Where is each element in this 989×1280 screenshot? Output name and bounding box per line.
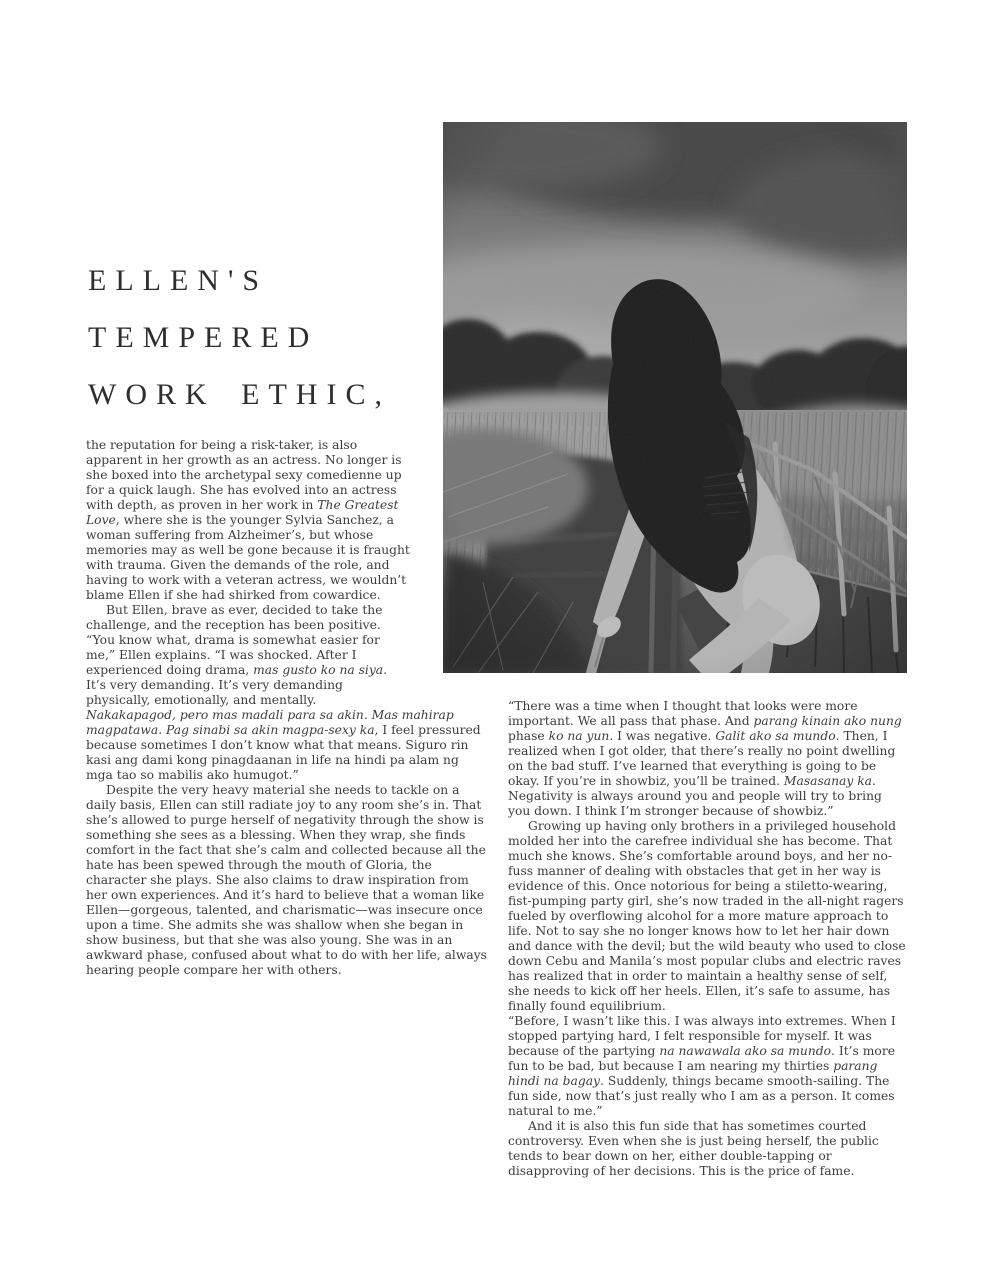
article-paragraph: “Before, I wasn’t like this. I was always into extremes. When I stopped partying hard, I felt responsible for myself. It was because of the partying na nawawala ako sa mundo. It’s more fun to be bad, but because I am nearing my thirties parang hindi na bagay. Suddenly, things became smooth-sailing. The fun side, now that’s just really who I am as a person. It comes natural to me.” xyxy=(508,1014,896,1118)
article-paragraph: “There was a time when I thought that looks were more important. We all pass that phase. And parang kinain ako nung phase ko na yun. I was negative. Galit ako sa mundo. Then, I realized when I got older, that there’s really no point dwelling on the bad stuff. I’ve learned that everything is going to be okay. If you’re in showbiz, you’ll be trained. Masasanay ka. Negativity is always around you and people will try to bring you down. I think I’m stronger because of showbiz.” xyxy=(508,699,902,818)
photo-wrap-spacer xyxy=(410,438,488,701)
article-photo xyxy=(443,122,907,673)
photo-vignette xyxy=(443,122,907,673)
headline-line-2: TEMPERED xyxy=(88,321,319,354)
right-column xyxy=(508,699,906,1179)
article-photo-illustration xyxy=(443,122,907,673)
article-paragraph: Despite the very heavy material she needs to tackle on a daily basis, Ellen can still radiate joy to any room she’s in. That she’s allowed to purge herself of negativity through the show is something she sees as a blessing. When they wrap, she finds comfort in the fact that she’s calm and collected because all the hate has been spewed through the mouth of Gloria, the character she plays. She also claims to draw inspiration from her own experiences. And it’s hard to believe that a woman like Ellen—gorgeous, talented, and charismatic—was insecure once upon a time. She admits she was shallow when she began in show business, but that she was also young. She was in an awkward phase, confused about what to do with her life, always hearing people compare her with others. xyxy=(86,783,487,977)
article-paragraph: But Ellen, brave as ever, decided to take the challenge, and the reception has been positive. “You know what, drama is somewhat easier for me,” Ellen explains. “I was shocked. After I experienced doing drama, mas gusto ko na siya. It’s very demanding. It’s very demanding physically, emotionally, and mentally. Nakakapagod, pero mas madali para sa akin. Mas mahirap magpatawa. Pag sinabi sa akin magpa-sexy ka, I feel pressured because sometimes I don’t know what that means. Siguro rin kasi ang dami kong pinagdaanan in life na hindi pa alam ng mga tao so mabilis ako humugot.” xyxy=(86,603,481,782)
article-headline xyxy=(88,252,391,423)
article-paragraph: And it is also this fun side that has sometimes courted controversy. Even when she is just being herself, the public tends to bear down on her, either double-tapping or disapproving of her decisions. This is the price of fame. xyxy=(508,1119,879,1178)
headline-line-1: ELLEN'S xyxy=(88,264,269,297)
article-paragraph: Growing up having only brothers in a privileged household molded her into the carefree individual she has become. That much she knows. She’s comfortable around boys, and her no-fuss manner of dealing with obstacles that get in her way is evidence of this. Once notorious for being a stiletto-wearing, fist-pumping party girl, she’s now traded in the all-night ragers fueled by overflowing alcohol for a more mature approach to life. Not to say she no longer knows how to let her hair down and dance with the devil; but the wild beauty who used to close down Cebu and Manila’s most popular clubs and electric raves has realized that in order to maintain a healthy sense of self, she needs to kick off her heels. Ellen, it’s safe to assume, has finally found equilibrium. xyxy=(508,819,906,1013)
article-paragraph: the reputation for being a risk-taker, is also apparent in her growth as an actress. No longer is she boxed into the archetypal sexy comedienne up for a quick laugh. She has evolved into an actress with depth, as proven in her work in The Greatest Love, where she is the younger Sylvia Sanchez, a woman suffering from Alzheimer’s, but whose memories may as well be gone because it is fraught with trauma. Given the demands of the role, and having to work with a veteran actress, we wouldn’t blame Ellen if she had shirked from cowardice. xyxy=(86,438,410,602)
left-column xyxy=(86,438,488,978)
headline-line-3: WORK ETHIC, xyxy=(88,378,391,411)
